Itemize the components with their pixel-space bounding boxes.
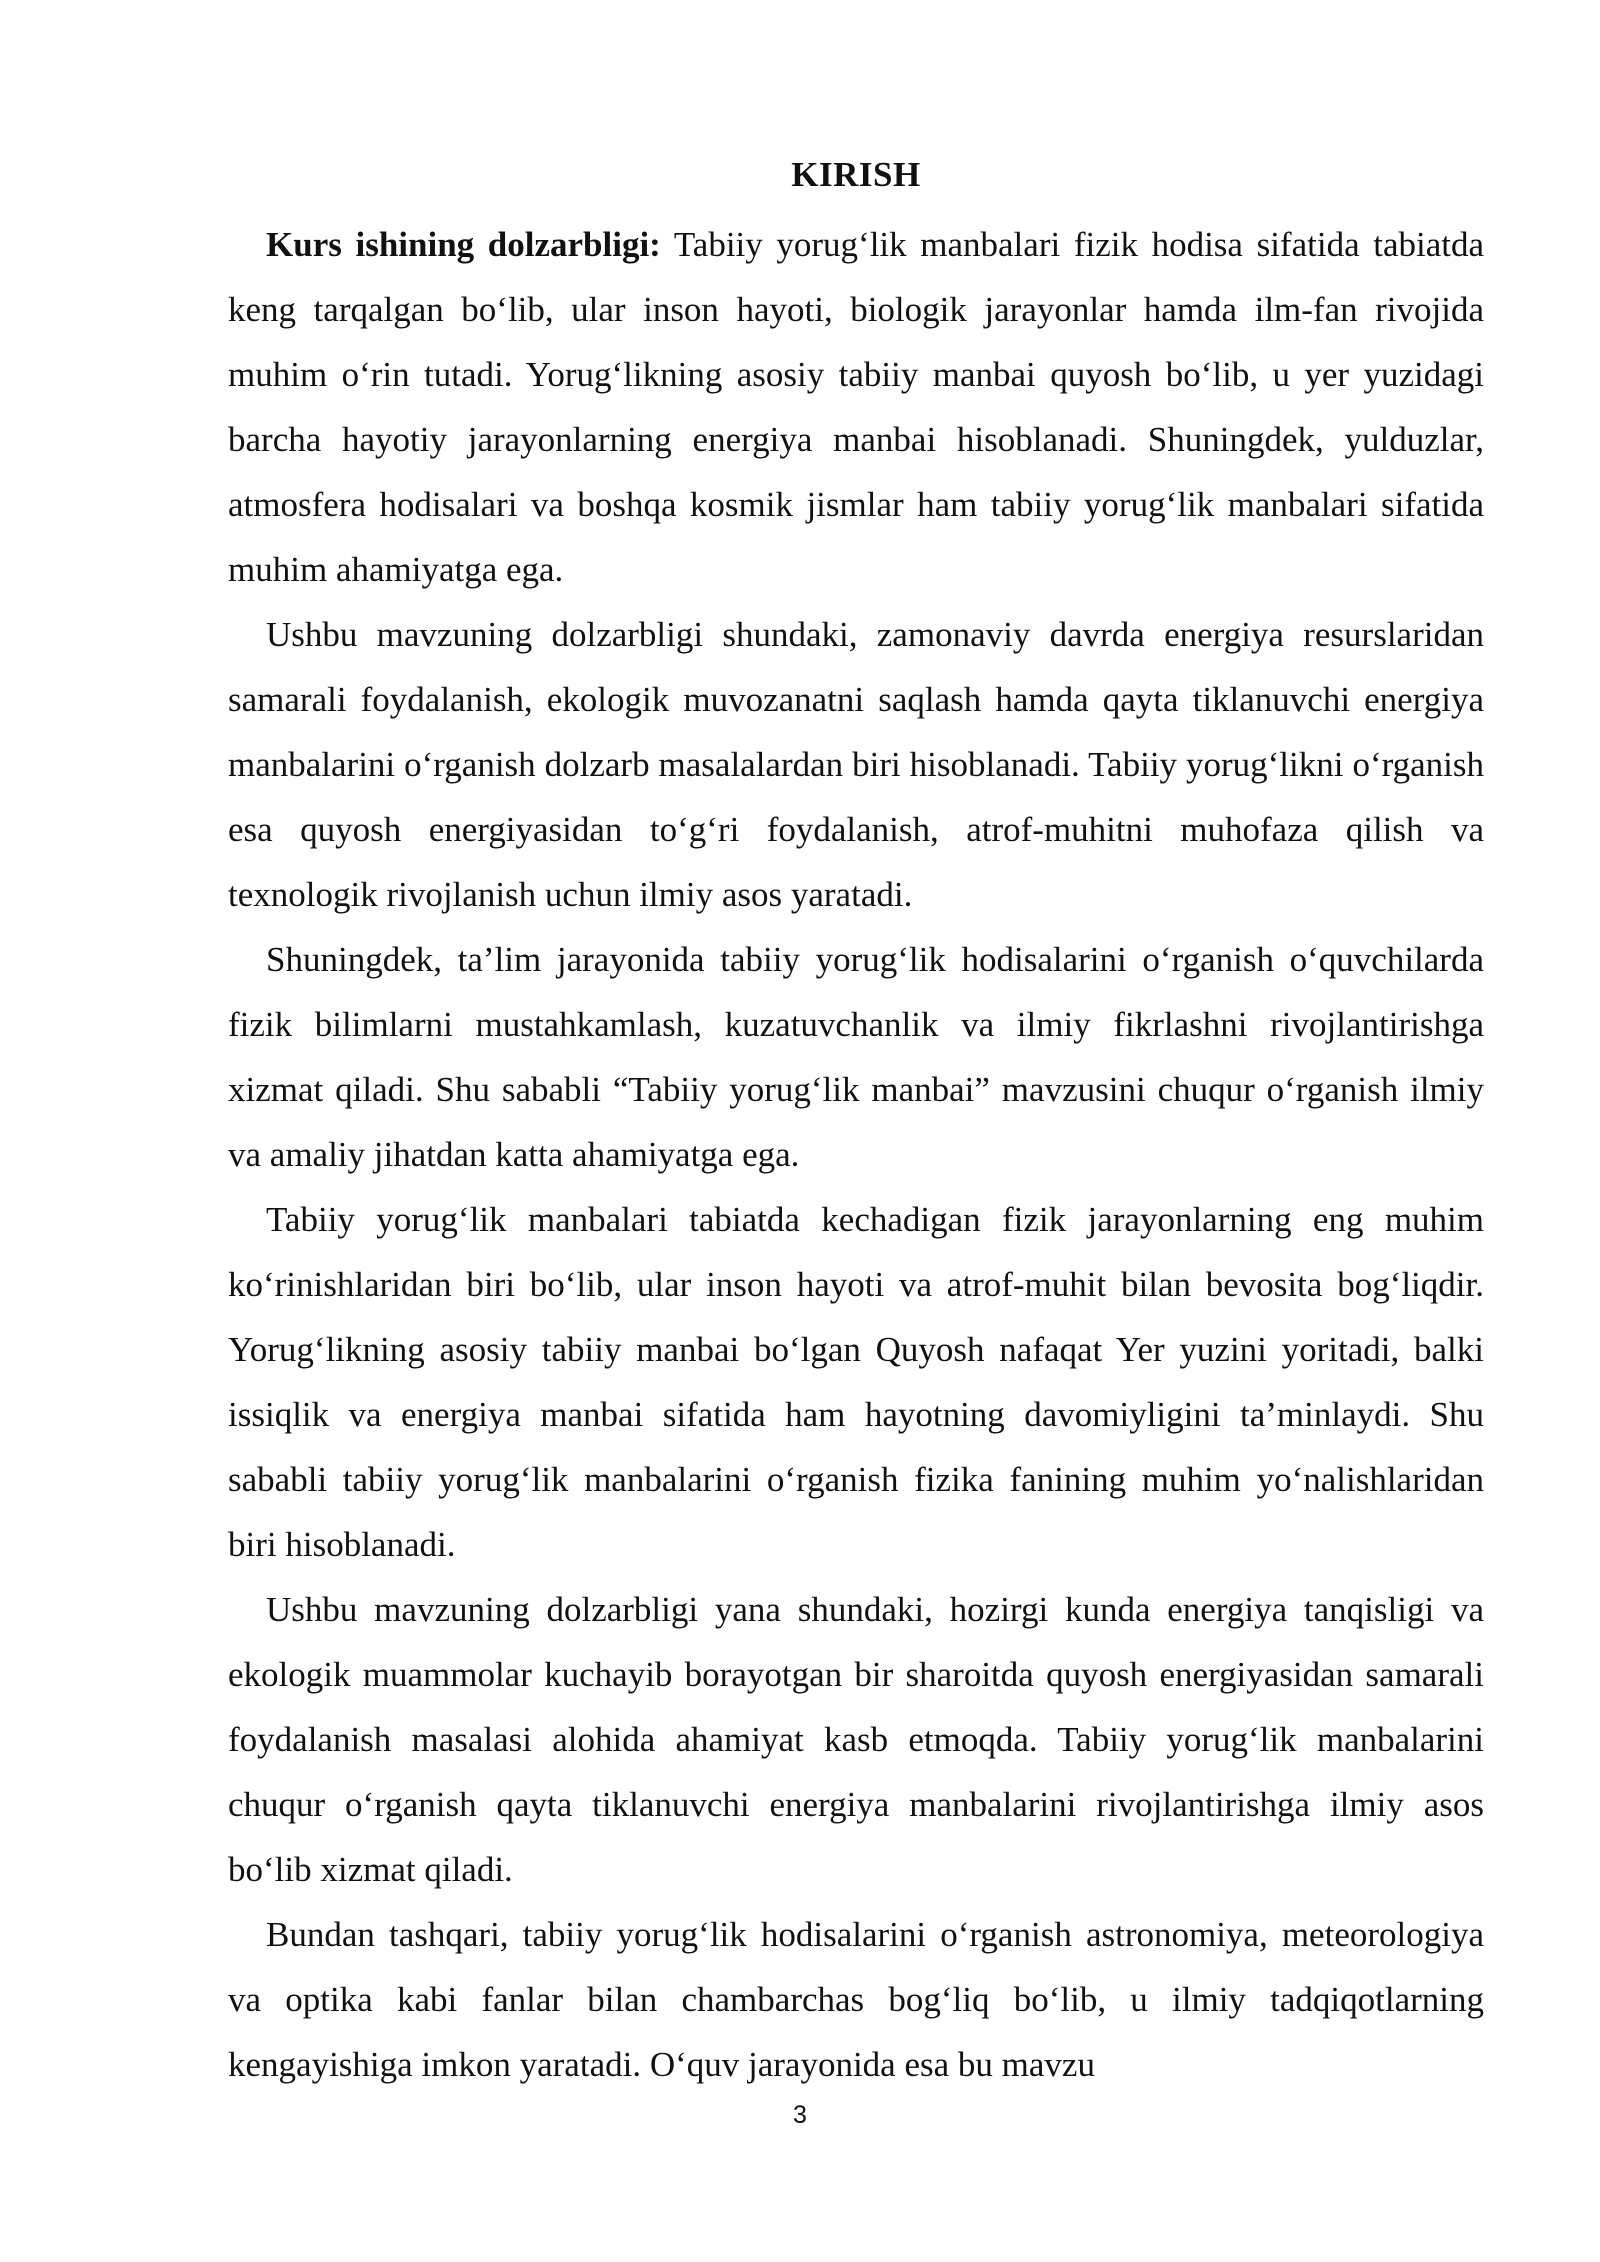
page-number: 3: [793, 2101, 807, 2129]
paragraph-6: Bundan tashqari, tabiiy yorug‘lik hodisalarini o‘rganish astronomiya, meteorologiya va optika kabi fanlar bilan chambarchas bog‘liq bo‘lib, u ilmiy tadqiqotlarning kengayishiga imkon yaratadi. O‘quv jarayonida esa bu mavzu: [228, 1915, 1484, 2084]
paragraph-1: [228, 212, 1484, 602]
paragraph-1-text: Tabiiy yorug‘lik manbalari fizik hodisa sifatida tabiatda keng tarqalgan bo‘lib, ular inson hayoti, biologik jarayonlar hamda ilm-fan rivojida muhim o‘rin tutadi. Yorug‘likning asosiy tabiiy manbai quyosh bo‘lib, u yer yuzidagi barcha hayotiy jarayonlarning energiya manbai hisoblanadi. Shuningdek, yulduzlar, atmosfera hodisalari va boshqa kosmik jismlar ham tabiiy yorug‘lik manbalari sifatida muhim ahamiyatga ega.: [228, 225, 1485, 589]
paragraph-4: Tabiiy yorug‘lik manbalari tabiatda kechadigan fizik jarayonlarning eng muhim ko‘rinishlaridan biri bo‘lib, ular inson hayoti va atrof-muhit bilan bevosita bog‘liqdir. Yorug‘likning asosiy tabiiy manbai bo‘lgan Quyosh nafaqat Yer yuzini yoritadi, balki issiqlik va energiya manbai sifatida ham hayotning davomiyligini ta’minlaydi. Shu sababli tabiiy yorug‘lik manbalarini o‘rganish fizika fanining muhim yo‘nalishlaridan biri hisoblanadi.: [228, 1200, 1484, 1564]
document-page: [228, 148, 1484, 2097]
section-heading: KIRISH: [791, 155, 921, 194]
lead-label: Kurs ishining dolzarbligi:: [266, 225, 661, 264]
paragraph-3: Shuningdek, ta’lim jarayonida tabiiy yorug‘lik hodisalarini o‘rganish o‘quvchilarda fizik bilimlarni mustahkamlash, kuzatuvchanlik va ilmiy fikrlashni rivojlantirishga xizmat qiladi. Shu sababli “Tabiiy yorug‘lik manbai” mavzusini chuqur o‘rganish ilmiy va amaliy jihatdan katta ahamiyatga ega.: [228, 940, 1484, 1174]
paragraph-5: Ushbu mavzuning dolzarbligi yana shundaki, hozirgi kunda energiya tanqisligi va ekologik muammolar kuchayib borayotgan bir sharoitda quyosh energiyasidan samarali foydalanish masalasi alohida ahamiyat kasb etmoqda. Tabiiy yorug‘lik manbalarini chuqur o‘rganish qayta tiklanuvchi energiya manbalarini rivojlantirishga ilmiy asos bo‘lib xizmat qiladi.: [228, 1590, 1484, 1889]
paragraph-2: Ushbu mavzuning dolzarbligi shundaki, zamonaviy davrda energiya resurslaridan samarali foydalanish, ekologik muvozanatni saqlash hamda qayta tiklanuvchi energiya manbalarini o‘rganish dolzarb masalalardan biri hisoblanadi. Tabiiy yorug‘likni o‘rganish esa quyosh energiyasidan to‘g‘ri foydalanish, atrof-muhitni muhofaza qilish va texnologik rivojlanish uchun ilmiy asos yaratadi.: [228, 615, 1484, 914]
